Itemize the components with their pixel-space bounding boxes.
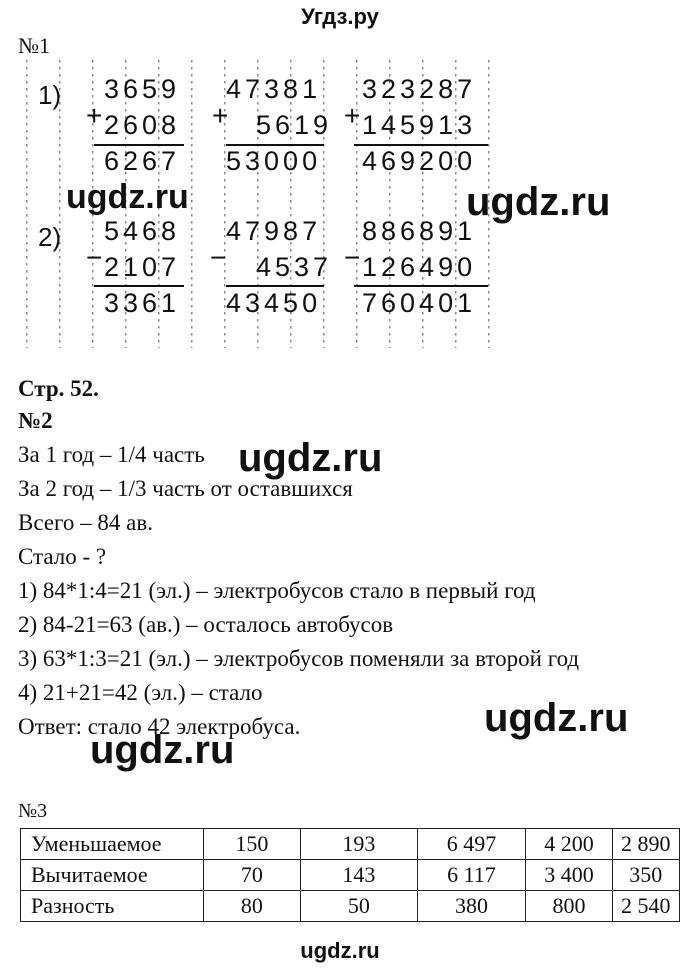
- addend-2: 145913: [362, 110, 477, 140]
- plus-sign: +: [344, 100, 361, 131]
- condition-line: За 1 год – 1/4 часть: [18, 442, 205, 467]
- watermark: ugdz.ru: [466, 180, 611, 224]
- table-cell: 143: [301, 860, 417, 891]
- plus-sign: +: [86, 100, 103, 131]
- row-header: Уменьшаемое: [21, 829, 204, 860]
- table-cell: 80: [203, 891, 301, 922]
- row2-label: 2): [38, 222, 62, 252]
- row-header: Разность: [21, 891, 204, 922]
- watermark: ugdz.ru: [90, 728, 235, 772]
- table-cell: 50: [301, 891, 417, 922]
- plus-sign: +: [212, 100, 229, 131]
- minuend: 886891: [362, 216, 477, 246]
- table-row: [21, 860, 680, 891]
- table-cell: 3 400: [526, 860, 612, 891]
- row-header: Вычитаемое: [21, 860, 204, 891]
- row1-label: 1): [38, 80, 62, 110]
- table-cell: 380: [417, 891, 526, 922]
- watermark: ugdz.ru: [66, 178, 189, 216]
- watermark: ugdz.ru: [484, 696, 629, 740]
- difference: 760401: [362, 288, 477, 318]
- table-cell: 2 540: [612, 891, 679, 922]
- minus-sign: −: [86, 242, 103, 273]
- table-row: [21, 829, 680, 860]
- table-cell: 70: [203, 860, 301, 891]
- addend-1: 3659: [104, 74, 181, 104]
- solution-step: 1) 84*1:4=21 (эл.) – электробусов стало в первый год: [18, 578, 536, 603]
- table-cell: 350: [612, 860, 679, 891]
- table-cell: 4 200: [526, 829, 612, 860]
- addend-1: 323287: [362, 74, 477, 104]
- table-row: [21, 891, 680, 922]
- task2-number: №2: [18, 408, 53, 433]
- addend-2: 2608: [104, 110, 181, 140]
- answer-line: Ответ: стало 42 электробуса.: [18, 714, 301, 739]
- addend-2: 5619: [256, 110, 333, 140]
- condition-line: Стало - ?: [18, 544, 107, 569]
- condition-line: Всего – 84 ав.: [18, 510, 153, 535]
- difference: 3361: [104, 288, 181, 318]
- table-cell: 150: [203, 829, 301, 860]
- site-title: Угдз.ру: [301, 4, 379, 29]
- difference: 43450: [226, 288, 322, 318]
- subtrahend: 126490: [362, 252, 477, 282]
- table-cell: 2 890: [612, 829, 679, 860]
- solution-step: 3) 63*1:3=21 (эл.) – электробусов поменяли за второй год: [18, 646, 580, 671]
- subtrahend: 4537: [256, 252, 333, 282]
- subtraction-table: [20, 828, 680, 922]
- addend-1: 47381: [226, 74, 322, 104]
- minus-sign: −: [344, 242, 361, 273]
- table-cell: 800: [526, 891, 612, 922]
- subtrahend: 2107: [104, 252, 181, 282]
- sum: 6267: [104, 146, 181, 176]
- table-cell: 193: [301, 829, 417, 860]
- footer-watermark: ugdz.ru: [300, 938, 380, 963]
- minuend: 5468: [104, 216, 181, 246]
- solution-step: 4) 21+21=42 (эл.) – стало: [18, 680, 263, 705]
- condition-line: За 2 год – 1/3 часть от оставшихся: [18, 476, 353, 501]
- table-cell: 6 117: [417, 860, 526, 891]
- watermark: ugdz.ru: [238, 436, 383, 480]
- minuend: 47987: [226, 216, 322, 246]
- sum: 469200: [362, 146, 477, 176]
- minus-sign: −: [210, 242, 227, 273]
- task1-number: №1: [18, 33, 50, 58]
- solution-step: 2) 84-21=63 (ав.) – осталось автобусов: [18, 612, 394, 637]
- sum: 53000: [226, 146, 322, 176]
- task3-number: №3: [18, 800, 48, 822]
- page-heading: Стр. 52.: [18, 376, 99, 401]
- table-cell: 6 497: [417, 829, 526, 860]
